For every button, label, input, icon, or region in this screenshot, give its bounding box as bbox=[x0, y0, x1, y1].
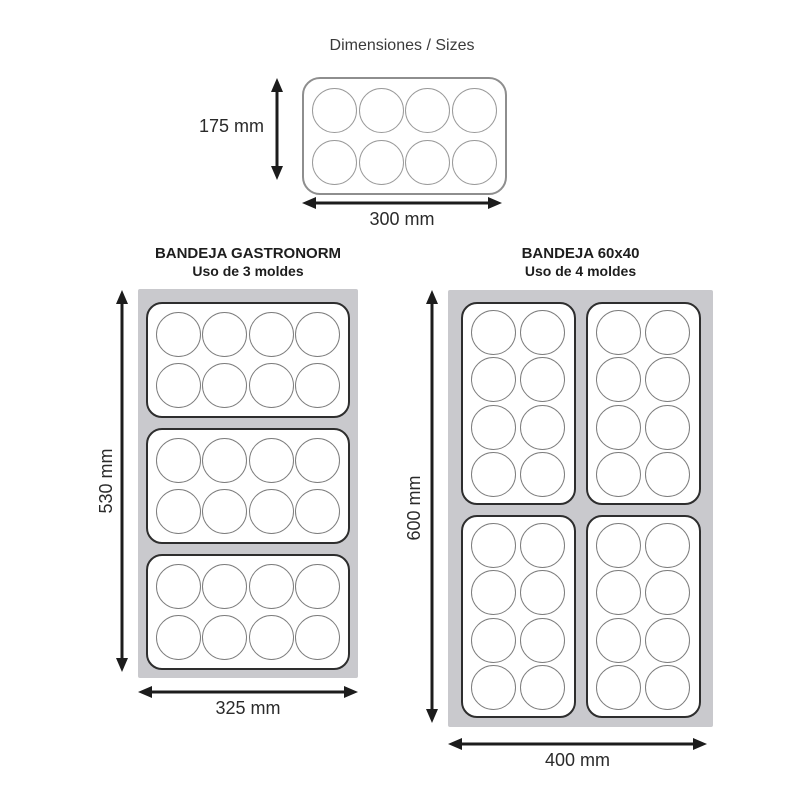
mold-cavity bbox=[452, 88, 497, 133]
tray6040-header bbox=[448, 245, 713, 279]
mold-cavity bbox=[295, 312, 340, 357]
left-tray-mold-2 bbox=[146, 428, 350, 544]
mold-cavity bbox=[596, 618, 641, 663]
left-tray-mold-1 bbox=[146, 302, 350, 418]
mold-cavity bbox=[520, 405, 565, 450]
mold-cavity bbox=[452, 140, 497, 185]
mold-cavity bbox=[520, 452, 565, 497]
mold-cavity bbox=[312, 140, 357, 185]
mold-cavity bbox=[520, 618, 565, 663]
mold-cavity bbox=[202, 615, 247, 660]
mold-cavity bbox=[202, 363, 247, 408]
mold-cavity bbox=[295, 489, 340, 534]
mold-cavity bbox=[156, 489, 201, 534]
mold-cavity bbox=[596, 665, 641, 710]
mold-cavity bbox=[295, 438, 340, 483]
mold-cavity bbox=[645, 405, 690, 450]
mold-cavity bbox=[471, 405, 516, 450]
mold-cavity bbox=[471, 310, 516, 355]
gastronorm-title: BANDEJA GASTRONORM bbox=[154, 245, 342, 262]
mold-cavity bbox=[202, 312, 247, 357]
mold-cavity bbox=[471, 357, 516, 402]
mold-cavity bbox=[645, 570, 690, 615]
mold-cavity bbox=[596, 310, 641, 355]
mold-cavity bbox=[249, 312, 294, 357]
mold-cavity bbox=[645, 310, 690, 355]
tray6040-height-label: 600 mm bbox=[404, 475, 424, 541]
mold-cavity bbox=[405, 88, 450, 133]
mold-cavity bbox=[520, 310, 565, 355]
mold-cavity bbox=[249, 489, 294, 534]
single-mold-height-label: 175 mm bbox=[198, 116, 264, 136]
mold-cavity bbox=[249, 438, 294, 483]
mold-cavity bbox=[520, 357, 565, 402]
mold-cavity bbox=[596, 405, 641, 450]
tray6040-width-label: 400 mm bbox=[544, 750, 611, 770]
mold-cavity bbox=[295, 564, 340, 609]
gastronorm-height-label: 530 mm bbox=[96, 448, 116, 514]
mold-cavity bbox=[645, 357, 690, 402]
diagram-title: Dimensiones / Sizes bbox=[329, 37, 475, 54]
right-tray-mold-1 bbox=[461, 302, 576, 505]
mold-cavity bbox=[471, 665, 516, 710]
mold-cavity bbox=[312, 88, 357, 133]
mold-cavity bbox=[202, 489, 247, 534]
right-tray-mold-2 bbox=[586, 302, 701, 505]
mold-cavity bbox=[156, 363, 201, 408]
mold-cavity bbox=[405, 140, 450, 185]
mold-cavity bbox=[156, 312, 201, 357]
mold-cavity bbox=[645, 452, 690, 497]
mold-cavity bbox=[202, 438, 247, 483]
mold-cavity bbox=[471, 570, 516, 615]
mold-cavity bbox=[471, 523, 516, 568]
mold-cavity bbox=[520, 665, 565, 710]
left-tray-mold-3 bbox=[146, 554, 350, 670]
tray6040-height-arrow bbox=[424, 290, 440, 723]
mold-cavity bbox=[249, 363, 294, 408]
tray6040-title: BANDEJA 60x40 bbox=[521, 245, 640, 262]
mold-cavity bbox=[295, 363, 340, 408]
gastronorm-width-label: 325 mm bbox=[215, 698, 281, 718]
mold-cavity bbox=[249, 615, 294, 660]
mold-cavity bbox=[156, 615, 201, 660]
mold-cavity bbox=[596, 523, 641, 568]
mold-cavity bbox=[471, 618, 516, 663]
mold-cavity bbox=[645, 618, 690, 663]
tray6040-tray bbox=[448, 290, 713, 727]
mold-cavity bbox=[359, 140, 404, 185]
mold-cavity bbox=[596, 357, 641, 402]
mold-cavity bbox=[520, 570, 565, 615]
mold-cavity bbox=[520, 523, 565, 568]
mold-cavity bbox=[156, 438, 201, 483]
tray6040-subtitle: Uso de 4 moldes bbox=[524, 263, 637, 279]
gastronorm-tray bbox=[138, 289, 358, 678]
mold-cavity bbox=[645, 523, 690, 568]
mold-cavity bbox=[471, 452, 516, 497]
mold-cavity bbox=[596, 570, 641, 615]
mold-cavity bbox=[249, 564, 294, 609]
mold-cavity bbox=[295, 615, 340, 660]
gastronorm-subtitle: Uso de 3 moldes bbox=[192, 263, 304, 279]
mold-cavity bbox=[156, 564, 201, 609]
single-mold-width-label: 300 mm bbox=[369, 209, 435, 229]
mold-cavity bbox=[596, 452, 641, 497]
gastronorm-header bbox=[128, 245, 368, 279]
single-mold bbox=[302, 77, 507, 195]
mold-cavity bbox=[645, 665, 690, 710]
mold-cavity bbox=[359, 88, 404, 133]
right-tray-mold-3 bbox=[461, 515, 576, 718]
single-mold-height-arrow bbox=[269, 78, 285, 180]
mold-cavity bbox=[202, 564, 247, 609]
right-tray-mold-4 bbox=[586, 515, 701, 718]
